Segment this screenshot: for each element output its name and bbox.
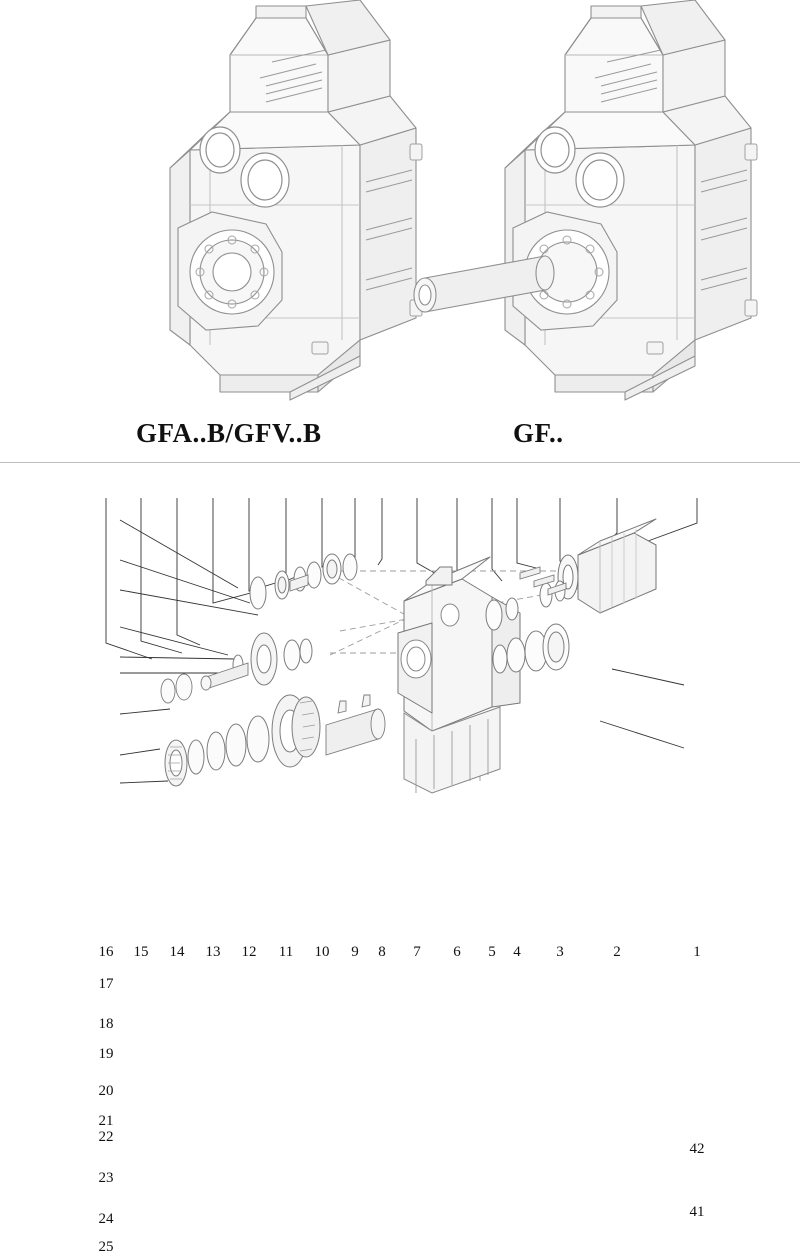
callout-22: 22 xyxy=(98,1129,114,1145)
gf-housing-drawing xyxy=(395,0,795,410)
callout-25: 25 xyxy=(98,1239,114,1255)
callout-6: 6 xyxy=(453,944,461,960)
callout-41: 41 xyxy=(689,1204,705,1220)
top-drawings-section xyxy=(0,0,800,462)
callout-9: 9 xyxy=(351,944,359,960)
callout-21: 21 xyxy=(98,1113,114,1129)
callout-18: 18 xyxy=(98,1016,114,1032)
callout-16: 16 xyxy=(98,944,114,960)
callout-13: 13 xyxy=(205,944,221,960)
caption-gf: GF.. xyxy=(513,418,564,448)
callout-11: 11 xyxy=(278,944,294,960)
callout-23: 23 xyxy=(98,1170,114,1186)
callout-5: 5 xyxy=(488,944,496,960)
callout-42: 42 xyxy=(689,1141,705,1157)
caption-gfa-gfv: GFA..B/GFV..B xyxy=(136,418,322,448)
callout-17: 17 xyxy=(98,976,114,992)
exploded-assembly-drawing xyxy=(0,463,800,800)
callout-3: 3 xyxy=(556,944,564,960)
callout-12: 12 xyxy=(241,944,257,960)
callout-8: 8 xyxy=(378,944,386,960)
callout-4: 4 xyxy=(513,944,521,960)
callout-1: 1 xyxy=(693,944,701,960)
callout-2: 2 xyxy=(613,944,621,960)
callout-19: 19 xyxy=(98,1046,114,1062)
motor-adapter-part xyxy=(558,519,656,613)
callout-10: 10 xyxy=(314,944,330,960)
callout-24: 24 xyxy=(98,1211,114,1227)
callout-7: 7 xyxy=(413,944,421,960)
exploded-view-section xyxy=(0,463,800,1255)
callout-15: 15 xyxy=(133,944,149,960)
callout-20: 20 xyxy=(98,1083,114,1099)
callout-14: 14 xyxy=(169,944,185,960)
